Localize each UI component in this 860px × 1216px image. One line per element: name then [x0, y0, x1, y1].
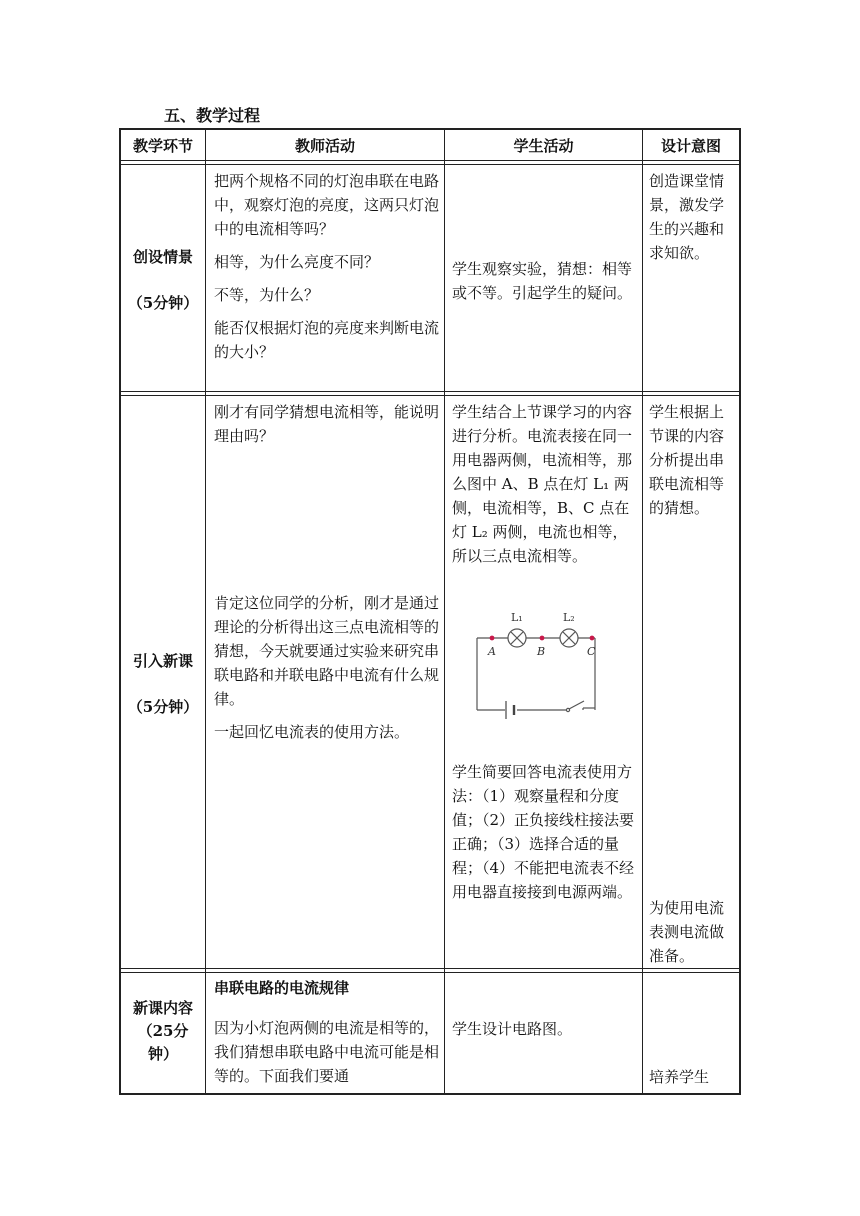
header-teacher-activity: 教师活动 — [294, 137, 355, 155]
column-divider — [205, 128, 206, 1095]
section-title: 五、教学过程 — [164, 106, 261, 125]
lamp1-label: L₁ — [511, 611, 523, 624]
table-border-right — [739, 128, 741, 1095]
student-activity — [452, 400, 638, 568]
point-b-marker — [540, 636, 545, 641]
teacher-text: 因为小灯泡两侧的电流是相等的，我们猜想串联电路中电流可能是相等的。下面我们要通 — [214, 1019, 440, 1085]
teacher-text: 肯定这位同学的分析，刚才是通过理论的分析得出这三点电流相等的猜想，今天就要通过实验来研究串联电路和并联电路中电流有什么规律。 — [214, 594, 440, 708]
student-text: 学生设计电路图。 — [452, 1020, 573, 1038]
teacher-activity — [214, 169, 440, 364]
teacher-text: 能否仅根据灯泡的亮度来判断电流的大小？ — [214, 319, 440, 361]
table-border-top — [119, 128, 741, 130]
header-design-intent: 设计意图 — [660, 137, 721, 155]
table-row — [121, 246, 205, 315]
teacher-activity — [214, 400, 440, 744]
teacher-text: 刚才有同学猜想电流相等，能说明理由吗？ — [214, 403, 440, 445]
student-analysis-text: 学生结合上节课学习的内容进行分析。电流表接在同一用电器两侧，电流相等，那么图中 A、B 点在灯 L₁ 两侧，电流相等，B、C 点在灯 L₂ 两侧，电流也相等，所以三点电流相等。 — [452, 403, 633, 565]
point-a-label: A — [488, 645, 496, 658]
point-b-label: B — [537, 645, 546, 658]
row-divider — [119, 972, 741, 973]
teacher-text: 不等，为什么？ — [214, 286, 320, 304]
point-a-marker — [490, 636, 495, 641]
row-divider — [119, 395, 741, 396]
lamp2-label: L₂ — [563, 611, 575, 624]
teacher-subtitle: 串联电路的电流规律 — [214, 979, 350, 997]
table-row — [121, 997, 205, 1066]
intent-text: 培养学生 — [649, 1068, 710, 1086]
intent-text: 创造课堂情景，激发学生的兴趣和求知欲。 — [649, 172, 725, 262]
switch-icon — [566, 701, 584, 712]
row-divider — [119, 391, 741, 392]
row-divider — [119, 164, 741, 165]
teacher-text: 一起回忆电流表的使用方法。 — [214, 723, 410, 741]
teaching-process-table — [119, 128, 741, 1095]
teacher-text: 把两个规格不同的灯泡串联在电路中，观察灯泡的亮度，这两只灯泡中的电流相等吗？ — [214, 172, 440, 238]
student-answer-text: 学生简要回答电流表使用方法：（1）观察量程和分度值；（2）正负接线柱接法要正确；（3）选择合适的量程；（4）不能把电流表不经用电器直接接到电源两端。 — [452, 763, 635, 901]
design-intent — [649, 169, 736, 265]
design-intent — [649, 1065, 736, 1089]
teacher-text: 相等，为什么亮度不同？ — [214, 253, 380, 271]
lamp-icon — [560, 629, 578, 647]
column-divider — [444, 128, 445, 1095]
battery-icon — [506, 701, 514, 719]
stage-duration: （5分钟） — [127, 294, 199, 312]
table-row — [121, 650, 205, 719]
intent-text: 学生根据上节课的内容分析提出串联电流相等的猜想。 — [649, 403, 725, 517]
row-divider — [119, 160, 741, 161]
stage-name: 新课内容 — [132, 999, 193, 1017]
point-c-marker — [590, 636, 595, 641]
table-border-bottom — [119, 1093, 741, 1095]
stage-duration: （5分钟） — [127, 698, 199, 716]
column-divider — [642, 128, 643, 1095]
header-student-activity: 学生活动 — [513, 137, 574, 155]
stage-name: 引入新课 — [132, 652, 193, 670]
teacher-activity — [214, 976, 440, 1088]
design-intent — [649, 400, 736, 520]
row-divider — [119, 968, 741, 969]
student-activity — [452, 257, 638, 305]
lamp-icon — [508, 629, 526, 647]
design-intent — [649, 896, 736, 968]
header-stage: 教学环节 — [132, 137, 193, 155]
stage-duration: （25分钟） — [137, 1022, 189, 1063]
student-activity-answer — [452, 760, 638, 904]
student-activity — [452, 1017, 638, 1041]
student-text: 学生观察实验，猜想：相等或不等。引起学生的疑问。 — [452, 260, 633, 302]
intent-text: 为使用电流表测电流做准备。 — [649, 899, 725, 965]
point-c-label: C — [587, 645, 596, 658]
series-circuit-diagram — [469, 605, 609, 720]
stage-name: 创设情景 — [132, 248, 193, 266]
